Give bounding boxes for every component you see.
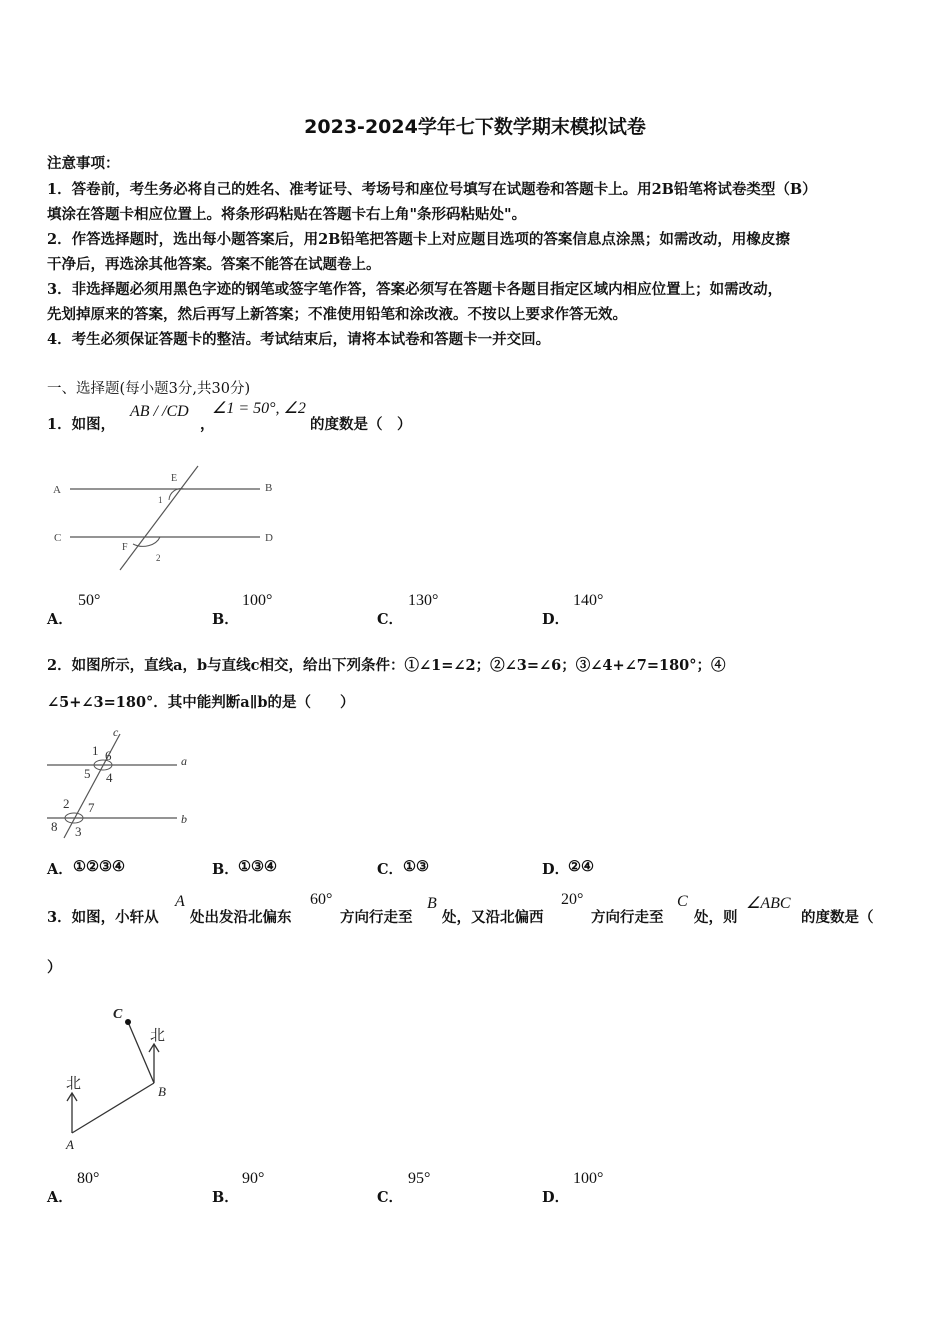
question-3-text-4: 处，又沿北偏西: [442, 909, 544, 926]
notice-heading: 注意事项：: [47, 155, 120, 172]
label-a: A: [53, 484, 61, 496]
notice-line: 3．非选择题必须用黑色字迹的钢笔或签字笔作答，答案必须写在答题卡各题目指定区域内相应位置上；如需改动，: [47, 281, 783, 298]
question-1-parallel: AB / /CD: [130, 403, 189, 420]
q1-option-c-value[interactable]: 130°: [408, 592, 439, 609]
angle-2-arc: [133, 537, 160, 546]
question-3-line-2: ）: [47, 959, 62, 976]
question-1-comma: ，: [200, 416, 215, 433]
question-3-point-c: C: [677, 893, 688, 910]
q2-option-b-value[interactable]: ①③④: [238, 858, 277, 875]
label-8: 8: [51, 819, 58, 834]
q2-option-d-value[interactable]: ②④: [568, 858, 594, 875]
question-3-point-b: B: [427, 895, 437, 912]
question-3-text-5: 方向行走至: [591, 909, 664, 926]
q2-option-c-value[interactable]: ①③: [403, 858, 429, 875]
q2-option-a-label[interactable]: A．: [47, 861, 73, 878]
question-2-line-1: 2．如图所示，直线a，b与直线c相交，给出下列条件：①∠1=∠2；②∠3=∠6；③∠4+∠7=180°；④: [47, 657, 726, 674]
q3-option-b-value[interactable]: 90°: [242, 1170, 265, 1187]
question-2-figure: [42, 724, 202, 842]
label-c: C: [113, 1007, 123, 1022]
q2-option-b-label[interactable]: B．: [212, 861, 239, 878]
label-c: c: [113, 725, 119, 739]
notice-line: 1．答卷前，考生务必将自己的姓名、准考证号、考场号和座位号填写在试题卷和答题卡上。用2B铅笔将试卷类型（B）: [47, 181, 817, 198]
question-1-angle: ∠1 = 50°, ∠2: [212, 400, 306, 417]
q2-option-c-label[interactable]: C．: [377, 861, 404, 878]
label-7: 7: [88, 800, 95, 815]
notice-line: 4．考生必须保证答题卡的整洁。考试结束后，请将本试卷和答题卡一并交回。: [47, 331, 551, 348]
question-3-angle-20: 20°: [561, 891, 584, 908]
notice-line: 填涂在答题卡相应位置上。将条形码粘贴在答题卡右上角"条形码粘贴处"。: [47, 206, 527, 223]
label-1: 1: [92, 743, 99, 758]
notice-line: 先划掉原来的答案，然后再写上新答案；不准使用铅笔和涂改液。不按以上要求作答无效。: [47, 306, 627, 323]
label-b: B: [158, 1084, 166, 1099]
label-north-a: 北: [66, 1076, 82, 1092]
label-5: 5: [84, 766, 91, 781]
q1-option-a-label[interactable]: A．: [47, 611, 73, 628]
question-1-prefix: 1．如图，: [47, 416, 116, 433]
q1-option-c-label[interactable]: C．: [377, 611, 404, 628]
label-d: D: [265, 532, 273, 544]
q1-option-b-value[interactable]: 100°: [242, 592, 273, 609]
question-3-angle-abc: ∠ABC: [746, 895, 791, 912]
segment-ab: [72, 1083, 154, 1133]
q1-option-d-value[interactable]: 140°: [573, 592, 604, 609]
question-3-point-a: A: [175, 893, 185, 910]
label-north-b: 北: [150, 1028, 166, 1044]
question-3-text-7: 的度数是（: [801, 909, 874, 926]
q3-option-c-label[interactable]: C．: [377, 1189, 404, 1206]
label-3: 3: [75, 824, 82, 839]
q3-option-d-value[interactable]: 100°: [573, 1170, 604, 1187]
notice-line: 2．作答选择题时，选出每小题答案后，用2B铅笔把答题卡上对应题目选项的答案信息点涂黑；如需改动，用橡皮擦: [47, 231, 790, 248]
label-4: 4: [106, 770, 113, 785]
question-3-figure: [55, 1000, 185, 1155]
question-2-line-2: ∠5+∠3=180°．其中能判断a∥b的是（ ）: [47, 694, 355, 711]
label-angle-2: 2: [156, 553, 161, 563]
q3-option-b-label[interactable]: B．: [212, 1189, 239, 1206]
label-c: C: [54, 532, 62, 544]
question-3-text-1: 3．如图，小轩从: [47, 909, 159, 926]
label-6: 6: [105, 748, 112, 763]
q1-option-a-value[interactable]: 50°: [78, 592, 101, 609]
question-1-figure: [45, 460, 285, 575]
label-angle-1: 1: [158, 495, 163, 505]
label-e: E: [171, 473, 178, 484]
question-3-text-3: 方向行走至: [340, 909, 413, 926]
label-b: b: [181, 812, 187, 826]
point-c-dot: [125, 1019, 131, 1025]
question-3-angle-60: 60°: [310, 891, 333, 908]
label-a: A: [66, 1137, 74, 1152]
q2-option-d-label[interactable]: D．: [542, 861, 570, 878]
q3-option-d-label[interactable]: D．: [542, 1189, 570, 1206]
section-heading: 一、选择题(每小题3分,共30分): [47, 381, 251, 397]
q3-option-a-label[interactable]: A．: [47, 1189, 73, 1206]
page-title: 2023-2024学年七下数学期末模拟试卷: [304, 116, 646, 138]
q1-option-b-label[interactable]: B．: [212, 611, 239, 628]
q1-option-d-label[interactable]: D．: [542, 611, 570, 628]
label-a: a: [181, 754, 187, 768]
question-3-text-2: 处出发沿北偏东: [190, 909, 292, 926]
label-f: F: [122, 542, 128, 553]
label-b: B: [265, 482, 273, 494]
question-1-suffix: 的度数是（ ）: [310, 416, 412, 433]
notice-line: 干净后，再选涂其他答案。答案不能答在试题卷上。: [47, 256, 381, 273]
q2-option-a-value[interactable]: ①②③④: [73, 858, 125, 875]
label-2: 2: [63, 796, 70, 811]
q3-option-c-value[interactable]: 95°: [408, 1170, 431, 1187]
question-3-text-6: 处，则: [694, 909, 738, 926]
q3-option-a-value[interactable]: 80°: [77, 1170, 100, 1187]
